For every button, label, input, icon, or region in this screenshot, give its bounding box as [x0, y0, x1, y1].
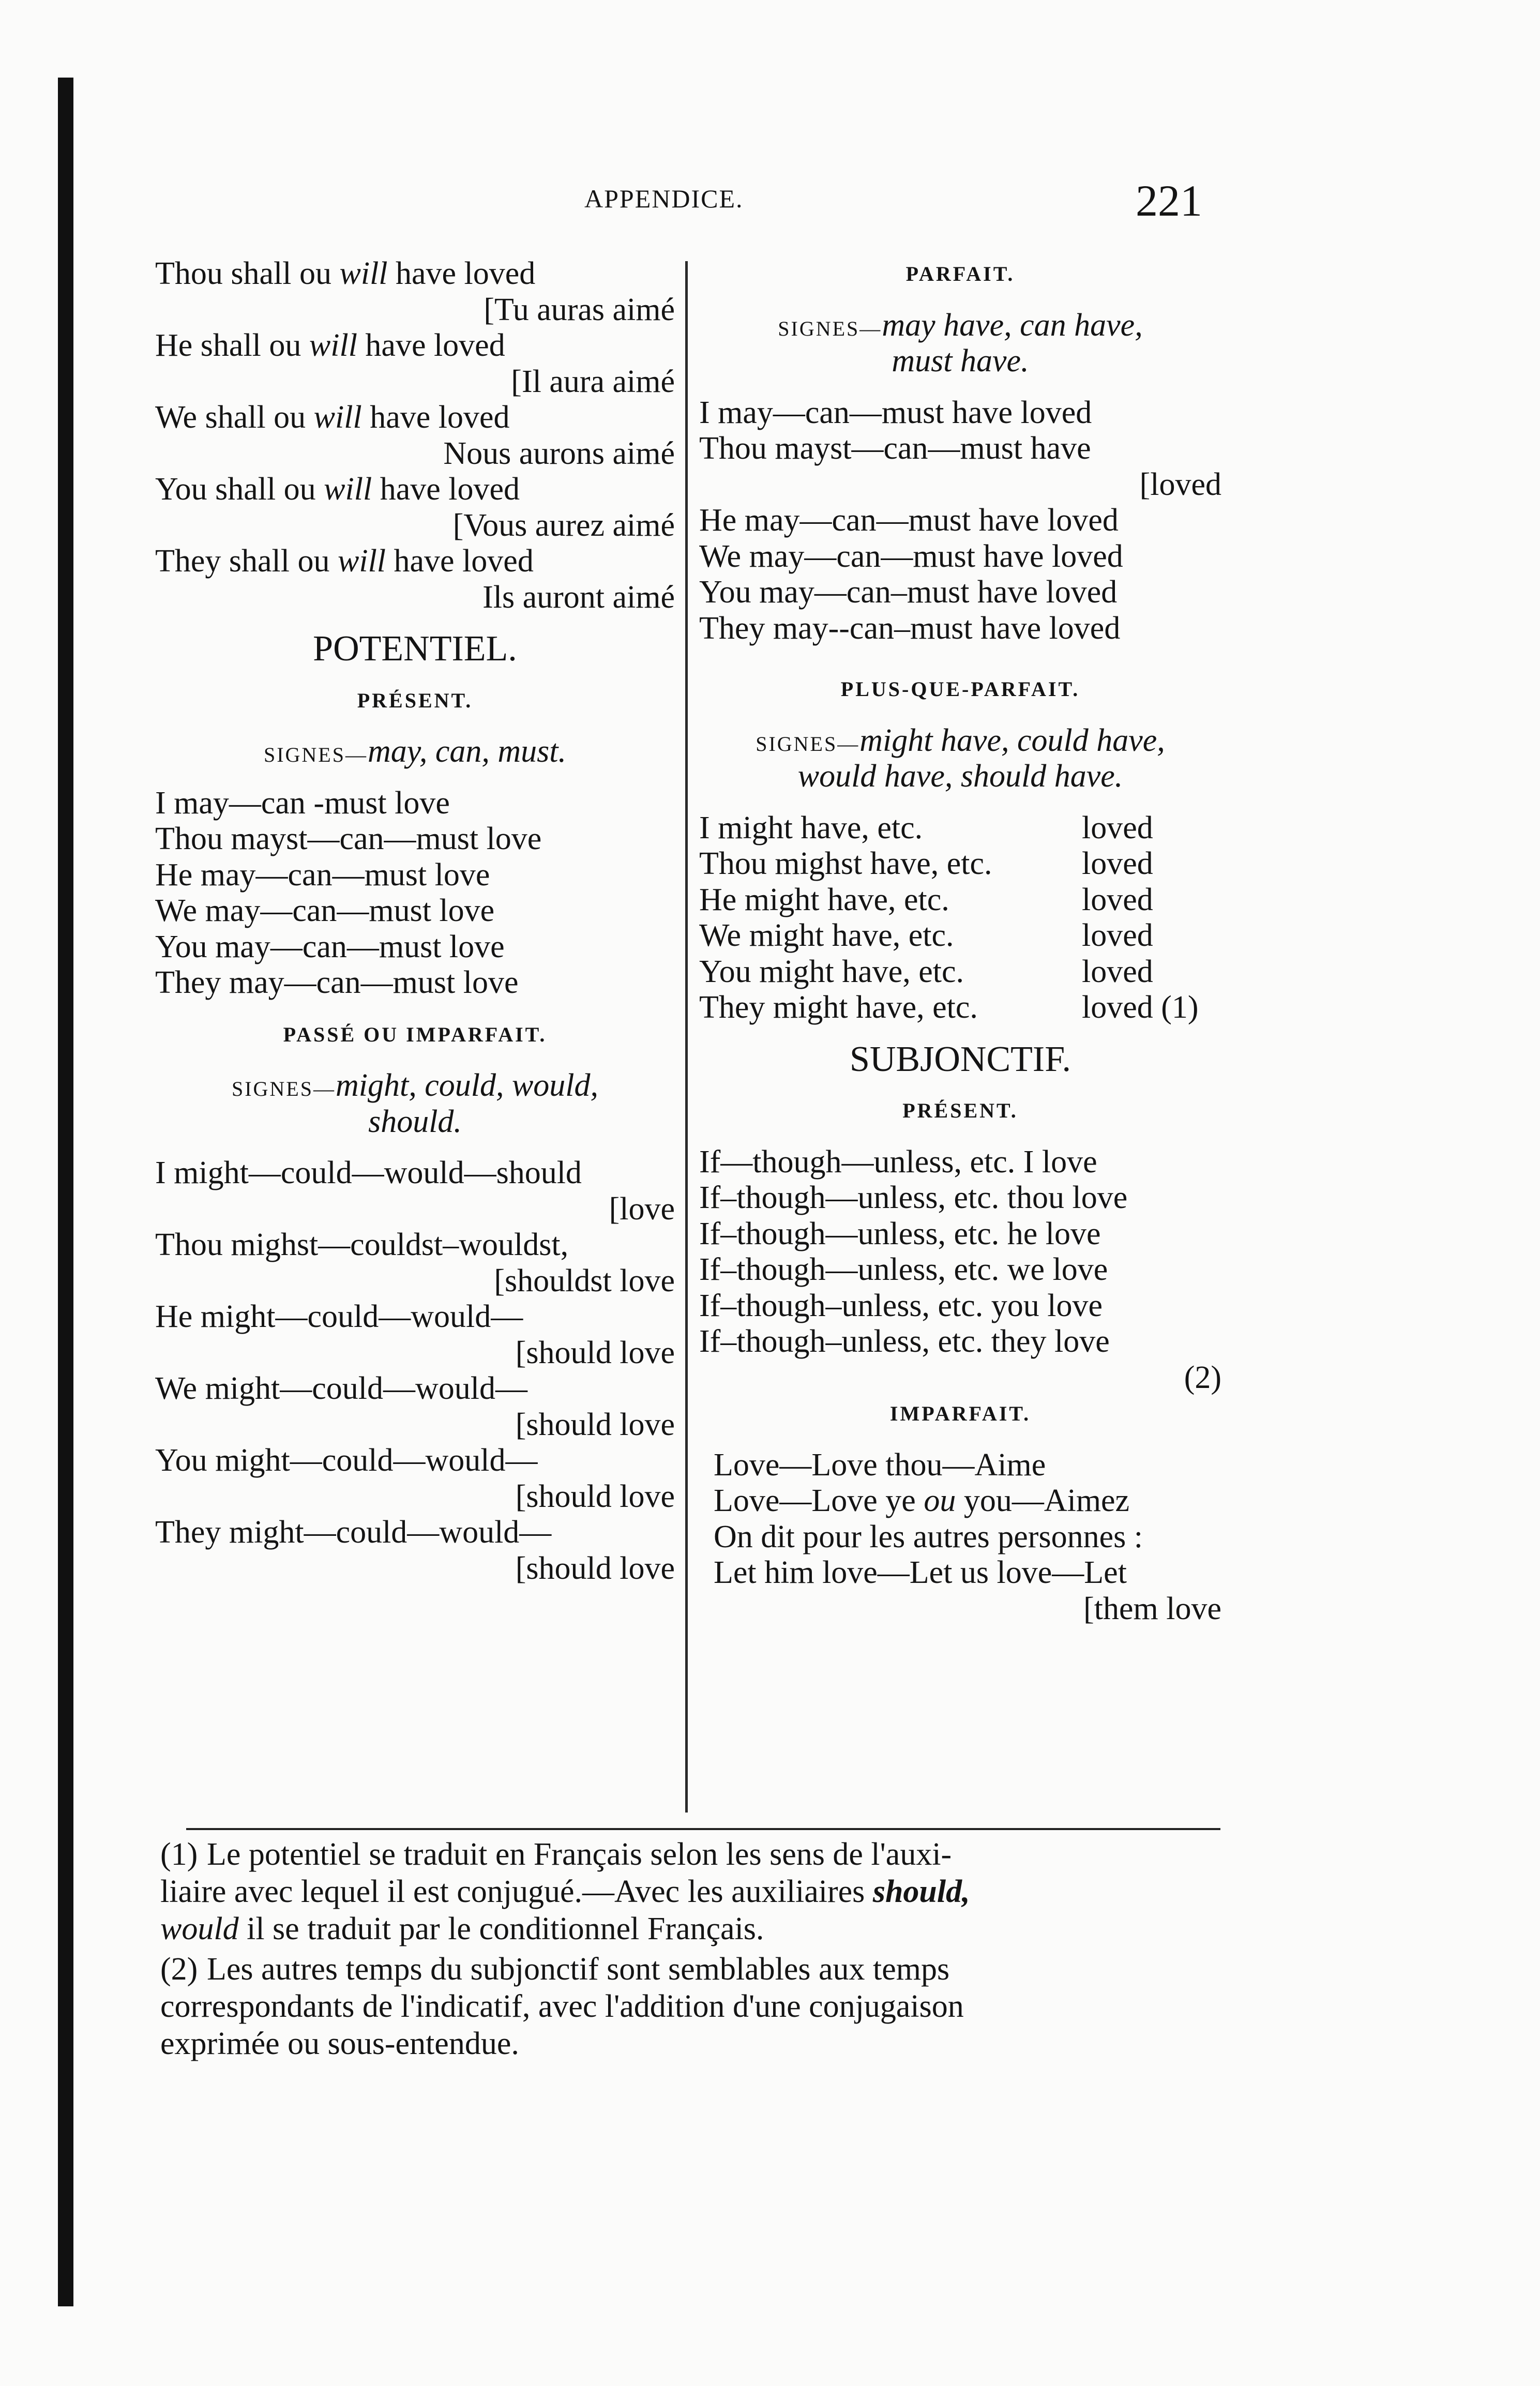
conjugation-line: Thou shall ou will have loved: [155, 256, 536, 291]
footnotes: [160, 1836, 1226, 2065]
column-rule: [685, 261, 688, 1813]
tense-label-subj-present: PRÉSENT.: [902, 1099, 1018, 1122]
conjugation-line: He may—can—must have loved: [699, 503, 1119, 538]
conjugation-line: Nous aurons aimé: [443, 435, 675, 471]
conjugation-line: Love—Love thou—Aime: [714, 1447, 1046, 1483]
signes-line: SIGNES—may, can, must.: [263, 734, 567, 769]
conjugation-line: Thou mayst—can—must love: [155, 821, 542, 856]
right-column: [699, 256, 1221, 1627]
conjugation-line: Thou mighst—couldst–wouldst,: [155, 1227, 569, 1262]
conjugation-line: You may—can—must love: [155, 929, 505, 964]
conjugation-line: [should love: [515, 1478, 675, 1514]
tense-label-present: PRÉSENT.: [357, 688, 473, 712]
conjugation-line: I may—can—must have loved: [699, 395, 1092, 430]
conjugation-line: [Tu auras aimé: [484, 292, 675, 327]
signes-line: would have, should have.: [797, 759, 1123, 794]
conjugation-line: He may—can—must love: [155, 857, 490, 893]
conjugation-line: [love: [609, 1191, 675, 1227]
conjugation-line: Thou mayst—can—must have: [699, 431, 1091, 466]
signes-line: SIGNES—might, could, would,: [231, 1068, 599, 1103]
footnote-2: (2) Les autres temps du subjonctif sont semblables aux temps correspondants de l'indicatif, avec l'addition d'une conjugaison exprimée ou sous-entendue.: [160, 1952, 964, 2061]
conjugation-line: We shall ou will have loved: [155, 400, 510, 435]
conjugation-line: They might have, etc. loved (1): [699, 990, 1199, 1025]
conjugation-line: If—though—unless, etc. I love: [699, 1144, 1097, 1180]
signes-line: should.: [368, 1104, 462, 1139]
page-header: [0, 176, 1540, 225]
conjugation-line: We might—could—would—: [155, 1371, 527, 1406]
conjugation-line: [loved: [1139, 466, 1221, 502]
conjugation-line: He shall ou will have loved: [155, 328, 505, 363]
left-column: [155, 256, 675, 1587]
conjugation-line: He might—could—would—: [155, 1299, 523, 1334]
conjugation-line: If–though—unless, etc. we love: [699, 1252, 1108, 1287]
conjugation-line: He might have, etc. loved: [699, 882, 1153, 917]
footnote-reference: (2): [1184, 1360, 1221, 1395]
conjugation-line: Thou mighst have, etc. loved: [699, 846, 1153, 881]
conjugation-line: [should love: [515, 1335, 675, 1370]
conjugation-line: We might have, etc. loved: [699, 918, 1153, 953]
conjugation-line: You might have, etc. loved: [699, 954, 1153, 989]
conjugation-line: If–though–unless, etc. you love: [699, 1288, 1103, 1323]
section-heading-subjonctif: SUBJONCTIF.: [849, 1039, 1071, 1079]
tense-label-plus-que-parfait: PLUS-QUE-PARFAIT.: [840, 677, 1080, 701]
conjugation-line: On dit pour les autres personnes :: [714, 1519, 1143, 1554]
conjugation-line: They shall ou will have loved: [155, 543, 534, 579]
section-heading-potentiel: POTENTIEL.: [313, 629, 517, 669]
conjugation-line: [shouldst love: [494, 1263, 675, 1298]
conjugation-line: [them love: [1083, 1591, 1221, 1626]
conjugation-line: [should love: [515, 1407, 675, 1442]
conjugation-line: I might have, etc. loved: [699, 810, 1153, 845]
conjugation-line: They might—could—would—: [155, 1515, 552, 1550]
signes-line: SIGNES—may have, can have,: [778, 307, 1143, 343]
conjugation-line: If–though—unless, etc. thou love: [699, 1180, 1128, 1215]
conjugation-line: We may—can—must love: [155, 893, 495, 928]
tense-label-imparfait: IMPARFAIT.: [889, 1402, 1031, 1425]
signes-line: must have.: [892, 343, 1029, 379]
conjugation-line: If–though—unless, etc. he love: [699, 1216, 1101, 1251]
conjugation-line: Ils auront aimé: [482, 579, 675, 615]
conjugation-line: You shall ou will have loved: [155, 472, 520, 507]
conjugation-line: They may—can—must love: [155, 965, 519, 1000]
conjugation-line: I might—could—would—should: [155, 1155, 582, 1190]
conjugation-line: I may—can -must love: [155, 785, 450, 821]
signes-line: SIGNES—might have, could have,: [756, 722, 1165, 758]
conjugation-line: [Il aura aimé: [511, 364, 675, 399]
footnote-1: (1) Le potentiel se traduit en Français selon les sens de l'auxi- liaire avec lequel il est conjugué.—Avec les auxiliaires should, would il se traduit par le conditionnel Français.: [160, 1837, 970, 1946]
conjugation-line: [should love: [515, 1550, 675, 1586]
conjugation-line: If–though–unless, etc. they love: [699, 1324, 1110, 1359]
conjugation-line: Let him love—Let us love—Let: [714, 1555, 1127, 1590]
footnote-rule: [186, 1828, 1220, 1830]
tense-label-passe: PASSÉ OU IMPARFAIT.: [283, 1022, 547, 1046]
tense-label-parfait: PARFAIT.: [905, 262, 1015, 285]
binding-edge: [58, 78, 73, 2306]
conjugation-line: Love—Love ye ou you—Aimez: [714, 1483, 1130, 1518]
running-title: APPENDICE.: [584, 184, 744, 213]
conjugation-line: [Vous aurez aimé: [452, 507, 675, 543]
page-number: 221: [1136, 176, 1202, 225]
conjugation-line: You might—could—would—: [155, 1443, 538, 1478]
conjugation-line: They may--can–must have loved: [699, 610, 1121, 646]
conjugation-line: We may—can—must have loved: [699, 538, 1123, 574]
conjugation-line: You may—can–must have loved: [699, 575, 1118, 610]
